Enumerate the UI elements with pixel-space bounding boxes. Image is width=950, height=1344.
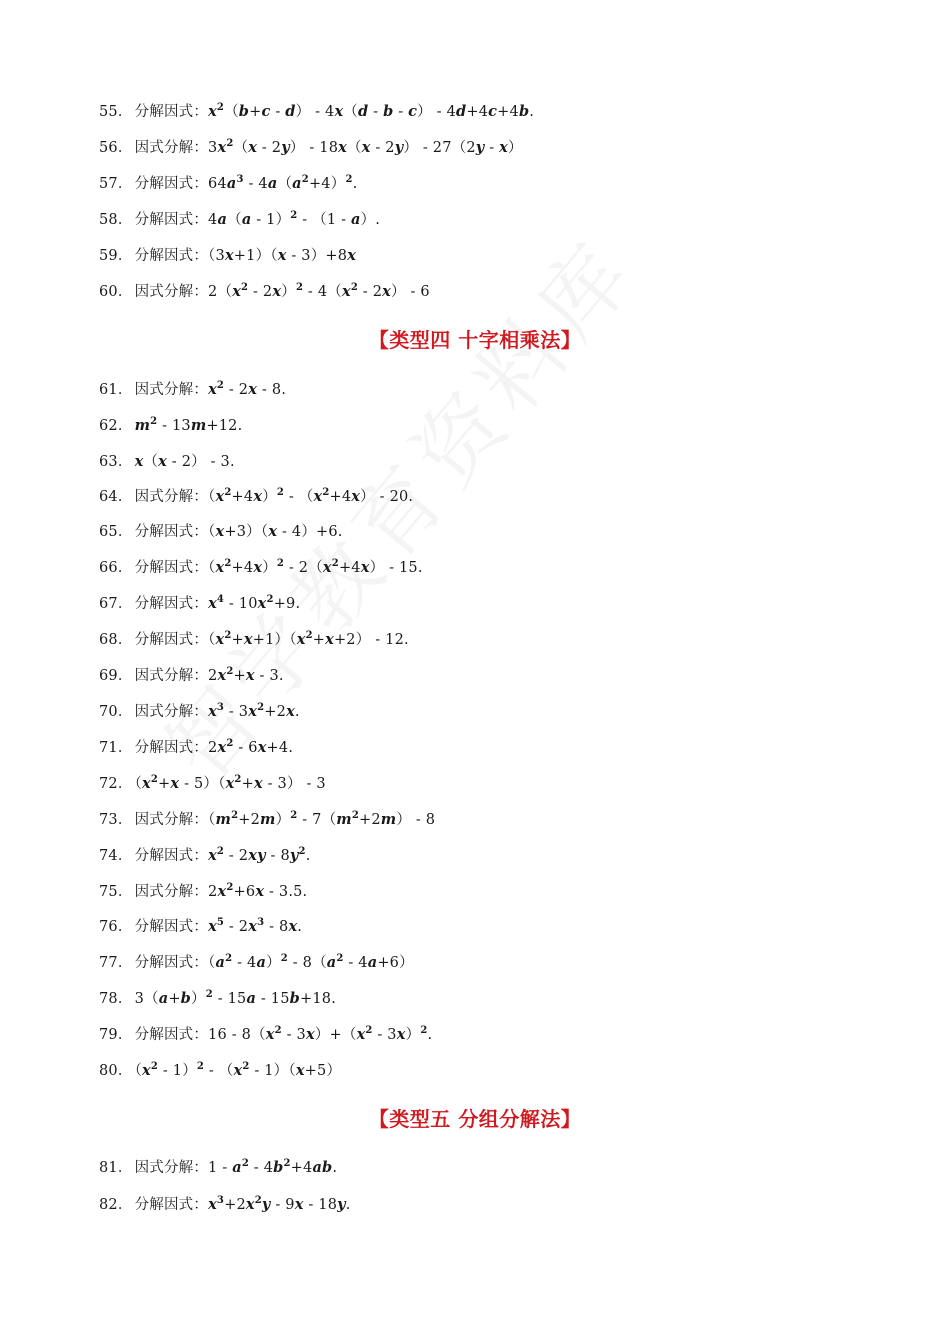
problem-79: [99, 1025, 432, 1045]
problem-71: [99, 738, 293, 758]
problem-80: [99, 1061, 341, 1081]
problem-expression: 分解因式：$(a^2 - 4a)^2 - 8(a^2 - 4a+6)$: [134, 953, 414, 971]
problem-expression: 分解因式：$(x^2+4x)^2 - 2(x^2+4x) - 15$.: [134, 558, 423, 576]
problem-expression: 分解因式：$16 - 8(x^2 - 3x)+(x^2 - 3x)^2$.: [134, 1025, 433, 1043]
problem-expression: $m^2 - 13m+12$.: [134, 416, 243, 434]
problem-78: [99, 989, 336, 1009]
problem-68: [99, 630, 409, 650]
problem-number: 57．: [99, 176, 133, 192]
problem-65: [99, 522, 343, 542]
problem-56: [99, 138, 523, 158]
problem-number: 63．: [99, 454, 133, 470]
problem-number: 80．: [99, 1063, 133, 1079]
problem-expression: 分解因式：4a（a - 1）$^2$ - （1 - a）.: [134, 210, 381, 228]
problem-75: [99, 882, 307, 902]
problem-expression: 因式分解：$(m^2+2m)^2 - 7(m^2+2m) - 8$: [134, 810, 436, 828]
problem-expression: 分解因式：$x^4 - 10x^2+9$.: [134, 594, 301, 612]
problem-number: 58．: [99, 212, 133, 228]
problem-72: [99, 774, 326, 794]
problem-expression: 因式分解：$2x^2+6x - 3.5$.: [134, 882, 308, 900]
problem-expression: 分解因式：$x^2 - 2xy - 8y^2$.: [134, 846, 311, 864]
problem-expression: $(x^2 - 1)^2 - (x^2 - 1)(x+5)$: [134, 1061, 342, 1079]
problem-69: [99, 666, 284, 686]
problem-number: 72．: [99, 776, 133, 792]
problem-number: 55．: [99, 104, 133, 120]
problem-number: 74．: [99, 848, 133, 864]
problem-number: 77．: [99, 955, 133, 971]
problem-number: 76．: [99, 919, 133, 935]
problem-expression: 分解因式：$64a^3 - 4a(a^2+4)^2$.: [134, 174, 358, 192]
problem-number: 75．: [99, 884, 133, 900]
problem-number: 70．: [99, 704, 133, 720]
problem-expression: 分解因式：$2x^2 - 6x+4$.: [134, 738, 294, 756]
problem-number: 78．: [99, 991, 133, 1007]
problem-number: 64．: [99, 489, 133, 505]
problem-number: 60．: [99, 284, 133, 300]
problem-expression: 分解因式：（x+3）（x - 4）+6.: [134, 523, 343, 540]
problem-number: 79．: [99, 1027, 133, 1043]
problem-number: 66．: [99, 560, 133, 576]
problem-expression: 分解因式：（3x+1）（x - 3）+8x: [134, 247, 357, 264]
problem-number: 81．: [99, 1160, 133, 1176]
problem-expression: 分解因式：$x^2(b+c - d) - 4x(d - b - c) - 4d+4c+4b$.: [134, 102, 535, 120]
problem-60: [99, 282, 430, 302]
problem-expression: x（x - 2） - 3.: [134, 453, 235, 470]
problem-73: [99, 810, 435, 830]
problem-number: 62．: [99, 418, 133, 434]
problem-number: 65．: [99, 524, 133, 540]
problem-58: [99, 210, 380, 230]
problem-62: [99, 416, 242, 436]
problem-67: [99, 594, 300, 614]
problem-expression: 因式分解：$2(x^2 - 2x)^2 - 4(x^2 - 2x) - 6$: [134, 282, 430, 300]
problem-number: 68．: [99, 632, 133, 648]
problem-expression: 因式分解：$x^2 - 2x - 8$.: [134, 380, 287, 398]
problem-number: 67．: [99, 596, 133, 612]
problem-70: [99, 702, 300, 722]
problem-77: [99, 953, 414, 973]
problem-expression: 因式分解：$x^3 - 3x^2+2x$.: [134, 702, 300, 720]
problem-82: [99, 1195, 351, 1215]
problem-expression: 分解因式：$(x^2+x+1)(x^2+x+2) - 12$.: [134, 630, 409, 648]
problem-expression: $(x^2+x - 5)(x^2+x - 3) - 3$: [134, 774, 326, 792]
problem-expression: 分解因式：$x^5 - 2x^3 - 8x$.: [134, 917, 303, 935]
problem-64: [99, 487, 413, 507]
section-title-type5: 【类型五 分组分解法】: [368, 1107, 582, 1131]
problem-55: [99, 102, 534, 122]
problem-57: [99, 174, 357, 194]
problem-81: [99, 1158, 337, 1178]
section-title-type4: 【类型四 十字相乘法】: [368, 328, 582, 352]
problem-expression: 分解因式：$x^3+2x^2y - 9x - 18y$.: [134, 1195, 351, 1213]
problem-61: [99, 380, 286, 400]
problem-63: [99, 452, 235, 472]
problem-expression: 因式分解：$(x^2+4x)^2 - (x^2+4x) - 20$.: [134, 487, 414, 505]
problem-74: [99, 846, 311, 866]
problem-number: 59．: [99, 248, 133, 264]
problem-expression: 因式分解：$1 - a^2 - 4b^2+4ab$.: [134, 1158, 338, 1176]
problem-59: [99, 246, 356, 266]
problem-66: [99, 558, 423, 578]
problem-expression: 因式分解：$2x^2+x - 3$.: [134, 666, 284, 684]
problem-number: 73．: [99, 812, 133, 828]
problem-number: 61．: [99, 382, 133, 398]
problem-number: 56．: [99, 140, 133, 156]
problem-number: 82．: [99, 1197, 133, 1213]
problem-expression: 因式分解：$3x^2(x - 2y) - 18x(x - 2y) - 27(2y - x)$: [134, 138, 523, 156]
problem-76: [99, 917, 302, 937]
problem-number: 71．: [99, 740, 133, 756]
problem-number: 69．: [99, 668, 133, 684]
problem-expression: $3(a+b)^2 - 15a - 15b+18$.: [134, 989, 337, 1007]
